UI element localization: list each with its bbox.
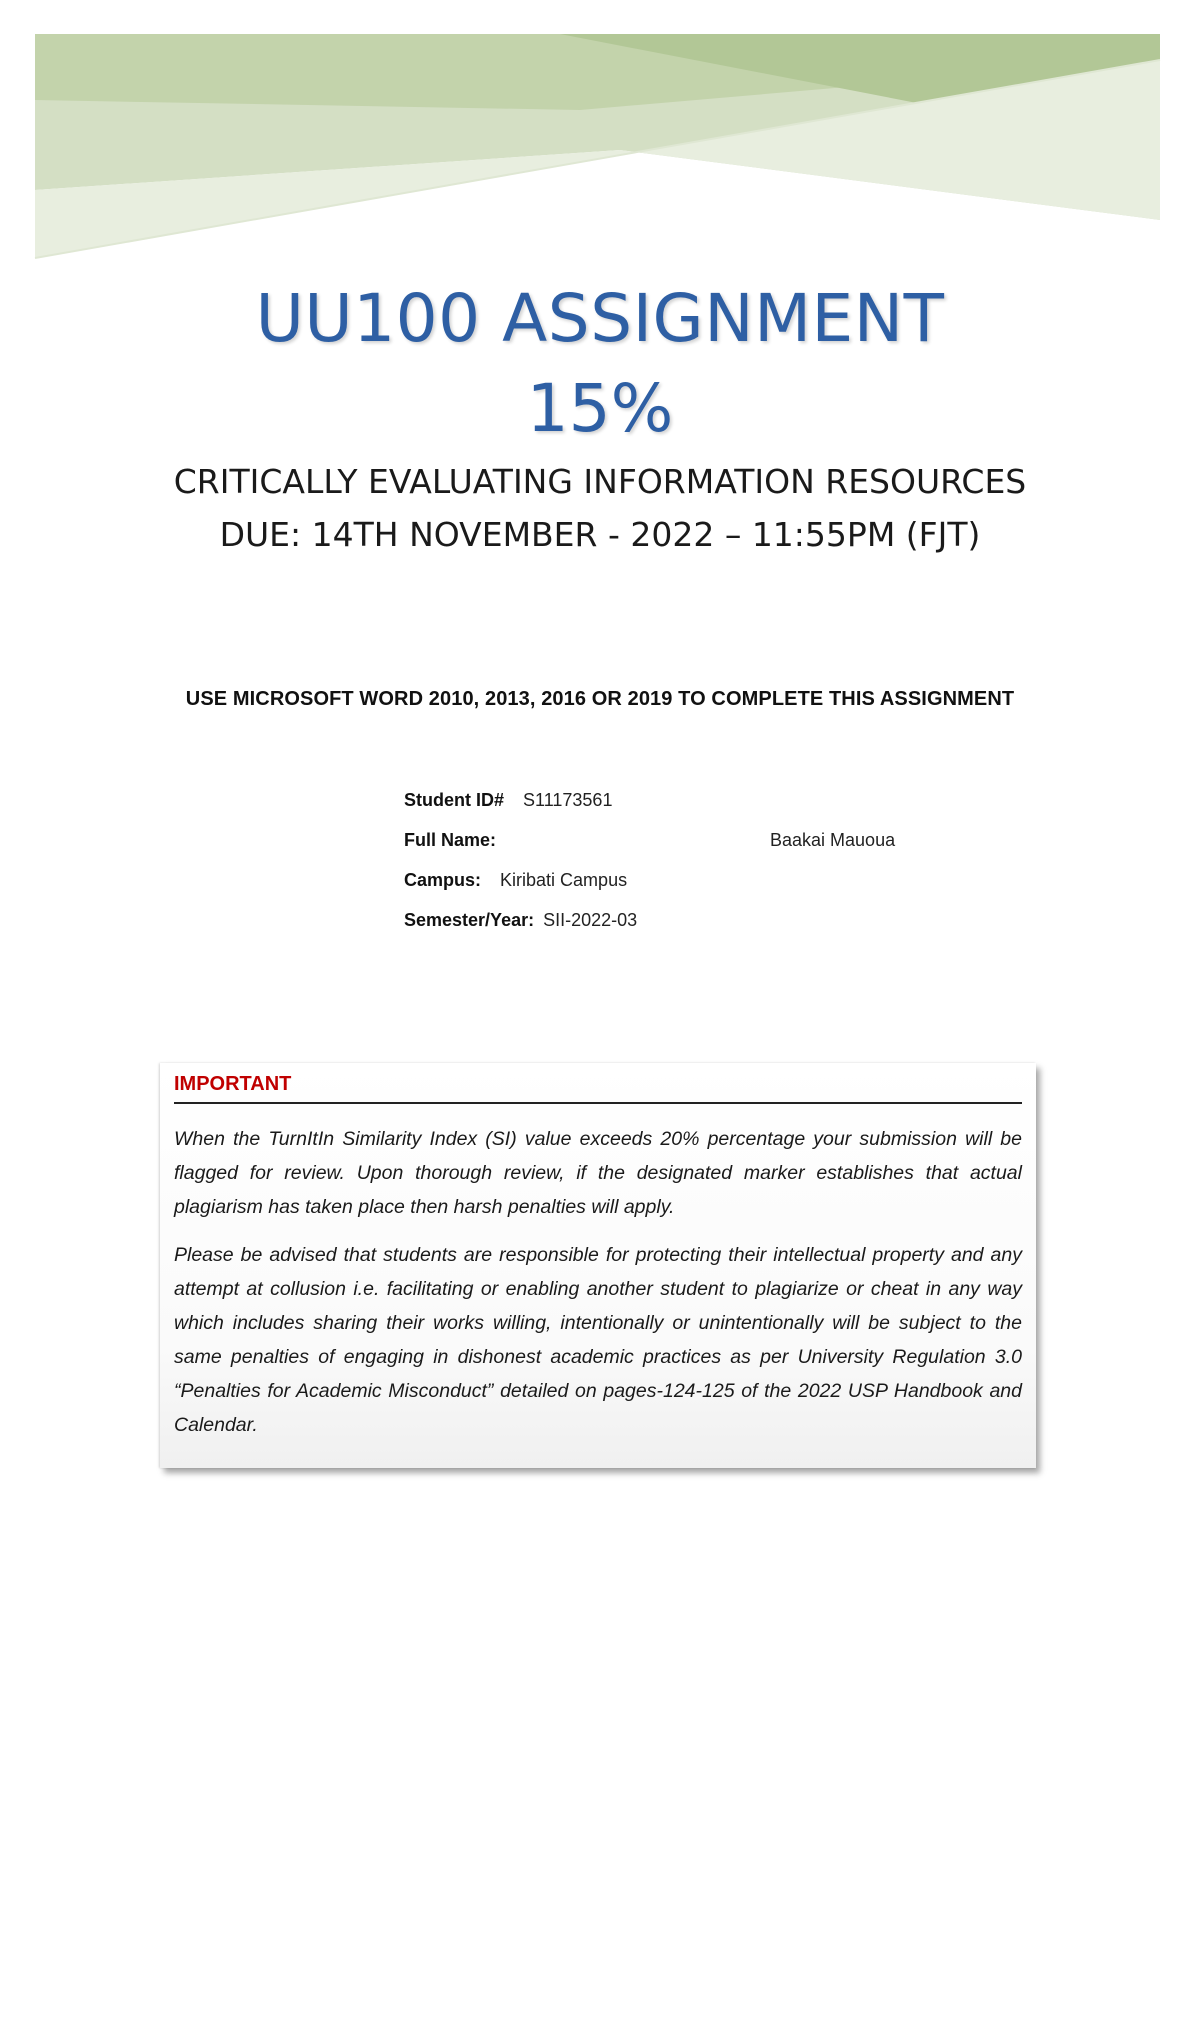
campus-value: Kiribati Campus bbox=[500, 870, 628, 890]
assignment-title: UU100 ASSIGNMENT bbox=[255, 280, 945, 357]
header-banner bbox=[0, 0, 1200, 270]
student-id-label: Student ID# bbox=[404, 790, 505, 810]
campus-label: Campus: bbox=[404, 870, 482, 890]
due-date: DUE: 14TH NOVEMBER - 2022 – 11:55PM (FJT) bbox=[219, 515, 981, 554]
important-heading: IMPORTANT bbox=[174, 1073, 1022, 1104]
semester-label: Semester/Year: bbox=[404, 910, 535, 930]
student-id-row bbox=[404, 790, 612, 816]
full-name-value: Baakai Mauoua bbox=[770, 830, 896, 850]
notice-paragraph-similarity: When the TurnItIn Similarity Index (SI) value exceeds 20% percentage your submission will be flagged for review. Upon thorough review, if the designated marker establishes that actual plagiarism has taken place then harsh penalties will apply. bbox=[174, 1128, 1022, 1218]
important-notice-box bbox=[160, 1063, 1036, 1468]
full-name-row bbox=[404, 830, 964, 856]
semester-row bbox=[404, 910, 637, 936]
notice-paragraph-collusion: Please be advised that students are responsible for protecting their intellectual property and any attempt at collusion i.e. facilitating or enabling another student to plagiarize or cheat in any way which includes sharing their works willing, intentionally or unintentionally will be subject to the same penalties of engaging in dishonest academic practices as per University Regulation 3.0 “Penalties for Academic Misconduct” detailed on pages-124-125 of the 2022 USP Handbook and Calendar. bbox=[174, 1244, 1022, 1436]
software-instruction: USE MICROSOFT WORD 2010, 2013, 2016 OR 2019 TO COMPLETE THIS ASSIGNMENT bbox=[185, 688, 1015, 710]
assignment-subtitle: CRITICALLY EVALUATING INFORMATION RESOURCES bbox=[173, 462, 1027, 501]
student-id-value: S11173561 bbox=[523, 790, 613, 810]
campus-row bbox=[404, 870, 627, 896]
semester-value: SII-2022-03 bbox=[543, 910, 638, 930]
assignment-weight: 15% bbox=[526, 370, 674, 447]
full-name-label: Full Name: bbox=[404, 830, 497, 850]
